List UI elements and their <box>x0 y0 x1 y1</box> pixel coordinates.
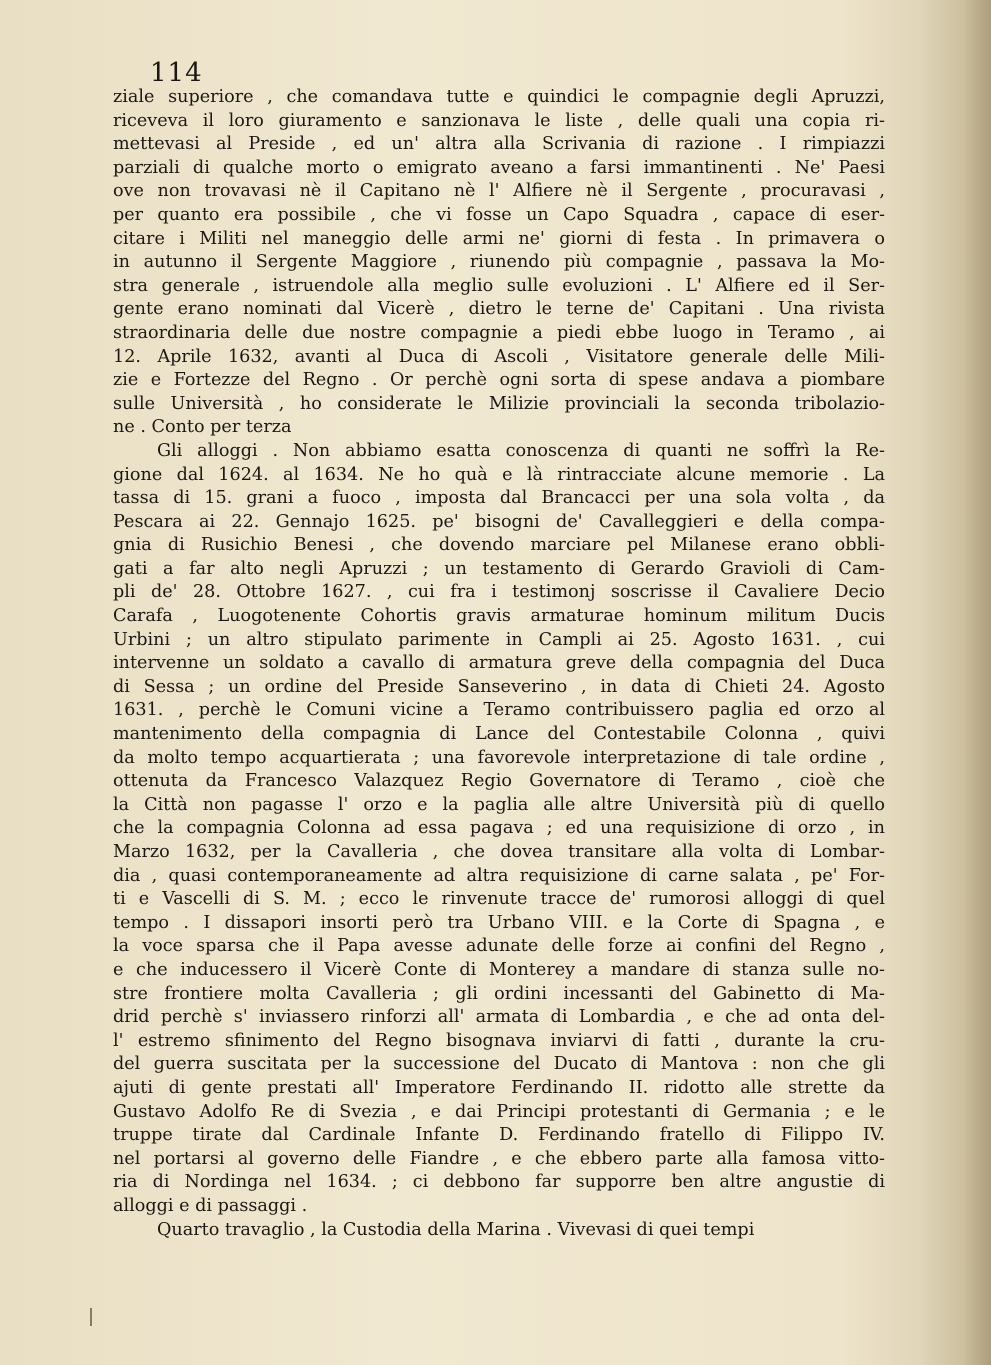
text-line: dia , quasi contemporaneamente ad altra requisizione di carne salata , pe' For- <box>113 865 885 886</box>
text-line: la Città non pagasse l' orzo e la paglia alle altre Università più di quello <box>113 794 885 815</box>
text-line: Gli alloggi . Non abbiamo esatta conoscenza di quanti ne soffrì la Re- <box>157 440 885 461</box>
text-line: Marzo 1632, per la Cavalleria , che dovea transitare alla volta di Lombar- <box>113 842 885 862</box>
text-line: nel portarsi al governo delle Fiandre , e che ebbero parte alla famosa vitto- <box>113 1148 885 1169</box>
text-line: intervenne un soldato a cavallo di armatura greve della compagnia del Duca <box>113 653 885 674</box>
text-line: tassa di 15. grani a fuoco , imposta dal Brancacci per una sola volta , da <box>113 488 885 509</box>
text-line: ne . Conto per terza <box>113 417 292 438</box>
text-block <box>113 86 885 1242</box>
margin-mark <box>90 1308 92 1326</box>
text-line: e che inducessero il Vicerè Conte di Monterey a mandare di stanza sulle no- <box>113 959 885 980</box>
text-line: ziale superiore , che comandava tutte e quindici le compagnie degli Apruzzi, <box>113 87 885 107</box>
text-line: gati a far alto negli Apruzzi ; un testamento di Gerardo Gravioli di Cam- <box>113 558 885 579</box>
text-line: di Sessa ; un ordine del Preside Sanseverino , in data di Chieti 24. Agosto <box>113 676 885 697</box>
text-line: parziali di qualche morto o emigrato aveano a farsi immantinenti . Ne' Paesi <box>113 157 885 178</box>
text-line: mettevasi al Preside , ed un' altra alla Scrivania di razione . I rimpiazzi <box>113 134 885 155</box>
text-line: la voce sparsa che il Papa avesse adunate delle forze ai confini del Regno , <box>113 936 885 957</box>
text-line: ove non trovavasi nè il Capitano nè l' Alfiere nè il Sergente , procuravasi , <box>113 181 885 202</box>
text-line: l' estremo sfinimento del Regno bisognava inviarvi di fatti , durante la cru- <box>113 1030 885 1051</box>
text-line: ti e Vascelli di S. M. ; ecco le rinvenute tracce de' rumorosi alloggi di quel <box>113 889 885 910</box>
text-line: sulle Università , ho considerate le Milizie provinciali la seconda tribolazio- <box>113 393 885 414</box>
text-line: citare i Militi nel maneggio delle armi ne' giorni di festa . In primavera o <box>113 228 885 249</box>
text-line: ajuti di gente prestati all' Imperatore Ferdinando II. ridotto alle strette da <box>113 1077 885 1098</box>
text-line: da molto tempo acquartierata ; una favorevole interpretazione di tale ordine , <box>113 747 885 768</box>
page-spine-shadow <box>921 0 991 1365</box>
text-line: per quanto era possibile , che vi fosse un Capo Squadra , capace di eser- <box>113 204 885 225</box>
text-line: riceveva il loro giuramento e sanzionava le liste , delle quali una copia ri- <box>113 110 885 131</box>
text-line: straordinaria delle due nostre compagnie a piedi ebbe luogo in Teramo , ai <box>113 322 885 343</box>
text-line: tempo . I dissapori insorti però tra Urbano VIII. e la Corte di Spagna , e <box>113 912 885 933</box>
text-line: truppe tirate dal Cardinale Infante D. Ferdinando fratello di Filippo IV. <box>113 1125 885 1146</box>
text-line: in autunno il Sergente Maggiore , riunendo più compagnie , passava la Mo- <box>113 252 885 273</box>
text-line: mantenimento della compagnia di Lance del Contestabile Colonna , quivi <box>113 724 885 745</box>
text-line: alloggi e di passaggi . <box>113 1195 308 1216</box>
text-line: stra generale , istruendole alla meglio sulle evoluzioni . L' Alfiere ed il Ser- <box>113 275 885 296</box>
text-line: Gustavo Adolfo Re di Svezia , e dai Principi protestanti di Germania ; e le <box>113 1101 885 1122</box>
text-line: ria di Nordinga nel 1634. ; ci debbono far supporre ben altre angustie di <box>113 1172 885 1193</box>
text-line: pli de' 28. Ottobre 1627. , cui fra i testimonj soscrisse il Cavaliere Decio <box>113 582 885 603</box>
page-number: 114 <box>150 58 203 88</box>
text-line: gione dal 1624. al 1634. Ne ho quà e là rintracciate alcune memorie . La <box>113 464 885 485</box>
text-line: Urbini ; un altro stipulato parimente in Campli ai 25. Agosto 1631. , cui <box>113 629 885 650</box>
text-line: stre frontiere molta Cavalleria ; gli ordini incessanti del Gabinetto di Ma- <box>113 983 885 1004</box>
text-line: 1631. , perchè le Comuni vicine a Teramo contribuissero paglia ed orzo al <box>113 700 885 721</box>
text-line: zie e Fortezze del Regno . Or perchè ogni sorta di spese andava a piombare <box>113 370 885 391</box>
text-line: ottenuta da Francesco Valazquez Regio Governatore di Teramo , cioè che <box>113 771 885 792</box>
text-line: drid perchè s' inviassero rinforzi all' armata di Lombardia , e che ad onta del- <box>113 1007 885 1028</box>
text-line: Quarto travaglio , la Custodia della Marina . Vivevasi di quei tempi <box>157 1219 755 1240</box>
text-line: 12. Aprile 1632, avanti al Duca di Ascoli , Visitatore generale delle Mili- <box>113 346 885 367</box>
text-line: Pescara ai 22. Gennajo 1625. pe' bisogni de' Cavalleggieri e della compa- <box>113 511 885 532</box>
text-line: del guerra suscitata per la successione del Ducato di Mantova : non che gli <box>113 1054 885 1075</box>
text-line: gente erano nominati dal Vicerè , dietro le terne de' Capitani . Una rivista <box>113 299 885 320</box>
text-line: Carafa , Luogotenente Cohortis gravis armaturae hominum militum Ducis <box>113 606 885 627</box>
text-line: che la compagnia Colonna ad essa pagava ; ed una requisizione di orzo , in <box>113 818 885 839</box>
text-line: gnia di Rusichio Benesi , che dovendo marciare pel Milanese erano obbli- <box>113 535 885 556</box>
